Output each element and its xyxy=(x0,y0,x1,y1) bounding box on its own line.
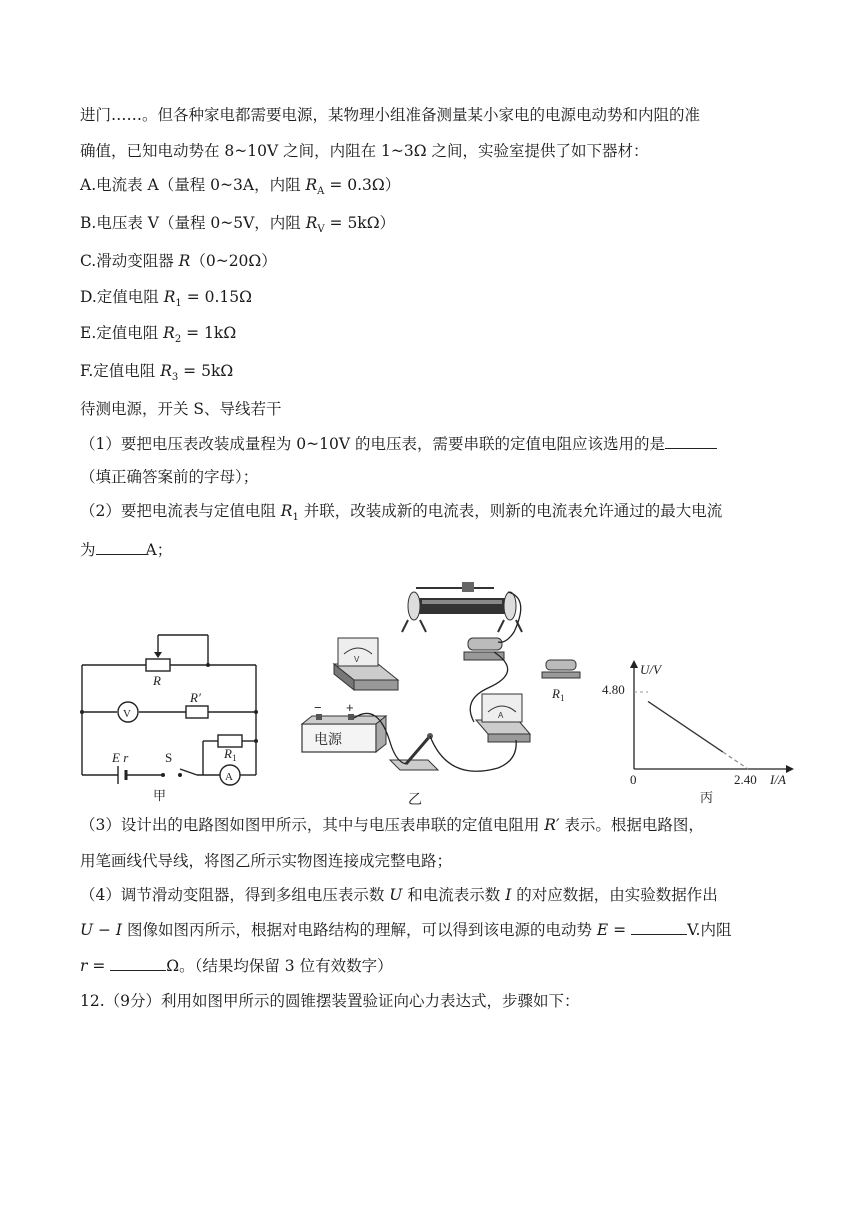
x-tick-label: 2.40 xyxy=(734,772,757,787)
svg-text:V: V xyxy=(354,655,360,664)
question-12: 12.（9分）利用如图甲所示的圆锥摆装置验证向心力表达式，步骤如下： xyxy=(80,992,580,1010)
figure-yi-apparatus xyxy=(298,572,598,812)
ammeter-device xyxy=(476,694,530,742)
y-tick-label: 4.80 xyxy=(602,682,625,697)
item-c: C.滑动变阻器 R（0~20Ω） xyxy=(80,252,277,270)
r1-label: $R_1$ xyxy=(552,686,565,703)
figure-bing-graph xyxy=(598,656,798,808)
label-s: S xyxy=(165,750,173,765)
question-4-line-2: U − I 图像如图丙所示，根据对电路结构的理解，可以得到该电源的电动势 E = V.内阻 xyxy=(80,918,731,941)
battery-device xyxy=(302,700,386,752)
question-3-line-2: 用笔画线代导线，将图乙所示实物图连接成完整电路； xyxy=(80,852,453,870)
label-v: V xyxy=(123,708,131,720)
item-d: D.定值电阻 $R_1 = 0.15\Omega$ xyxy=(80,288,252,310)
answer-blank-r[interactable] xyxy=(110,954,166,971)
caption-jia: 甲 xyxy=(153,788,167,803)
answer-blank-emf[interactable] xyxy=(631,918,687,935)
label-er: E r xyxy=(112,750,129,765)
question-4-line-3: r = Ω。（结果均保留 3 位有效数字） xyxy=(80,954,393,977)
caption-yi: 乙 xyxy=(408,792,422,808)
question-4-line-1: （4）调节滑动变阻器，得到多组电压表示数 U 和电流表示数 I 的对应数据，由实验数据作出 xyxy=(80,886,718,904)
svg-text:A: A xyxy=(498,711,504,720)
question-1-line-2: （填正确答案前的字母）； xyxy=(80,468,259,486)
figure-jia-circuit xyxy=(70,625,270,805)
ui-line-extrapolated xyxy=(723,752,748,769)
battery-minus: − xyxy=(314,700,322,715)
battery-label: 电源 xyxy=(314,732,342,748)
label-rprime: R′ xyxy=(190,690,201,705)
intro-line-1: 进门……。但各种家电都需要电源，某物理小组准备测量某小家电的电源电动势和内阻的准 xyxy=(80,106,701,124)
battery-plus: + xyxy=(346,700,354,715)
label-a: A xyxy=(225,771,233,783)
item-e: E.定值电阻 $R_2 = 1k\Omega$ xyxy=(80,324,237,346)
ui-line-solid xyxy=(648,701,723,752)
y-axis-label: U/V xyxy=(640,662,661,677)
voltmeter-device xyxy=(334,638,398,690)
label-r: R xyxy=(153,673,161,688)
question-3-line-1: （3）设计出的电路图如图甲所示，其中与电压表串联的定值电阻用 R′ 表示。根据电路图， xyxy=(80,816,704,834)
label-r1: $R_1$ xyxy=(224,746,237,763)
question-1-line-1: （1）要把电压表改装成量程为 0~10V 的电压表，需要串联的定值电阻应该选用的是 xyxy=(80,432,717,455)
item-f: F.定值电阻 $R_3 = 5k\Omega$ xyxy=(80,362,234,384)
question-2-line-2: 为 A； xyxy=(80,538,172,561)
question-2-line-1: （2）要把电流表与定值电阻 $R_1$ 并联，改装成新的电流表，则新的电流表允许通过的最大电流 xyxy=(80,502,723,524)
intro-line-2: 确值，已知电动势在 8~10V 之间，内阻在 1~3Ω 之间，实验室提供了如下器材： xyxy=(80,142,649,160)
item-b: B.电压表 V（量程 0~5V，内阻 $R_V = 5k\Omega$） xyxy=(80,214,396,236)
answer-blank-2[interactable] xyxy=(96,538,146,555)
answer-blank-1[interactable] xyxy=(665,432,717,449)
rheostat-device xyxy=(402,582,522,632)
item-g: 待测电源，开关 S、导线若干 xyxy=(80,400,282,418)
r1-device xyxy=(542,660,580,703)
resistor-device xyxy=(464,638,504,660)
origin-label: 0 xyxy=(630,772,637,787)
caption-bing: 丙 xyxy=(700,791,714,806)
resistor-rprime-symbol xyxy=(186,706,208,718)
x-axis-label: I/A xyxy=(770,772,786,787)
rheostat-symbol xyxy=(146,659,170,671)
item-a: A.电流表 A（量程 0~3A，内阻 $R_A = 0.3\Omega$） xyxy=(80,176,401,198)
